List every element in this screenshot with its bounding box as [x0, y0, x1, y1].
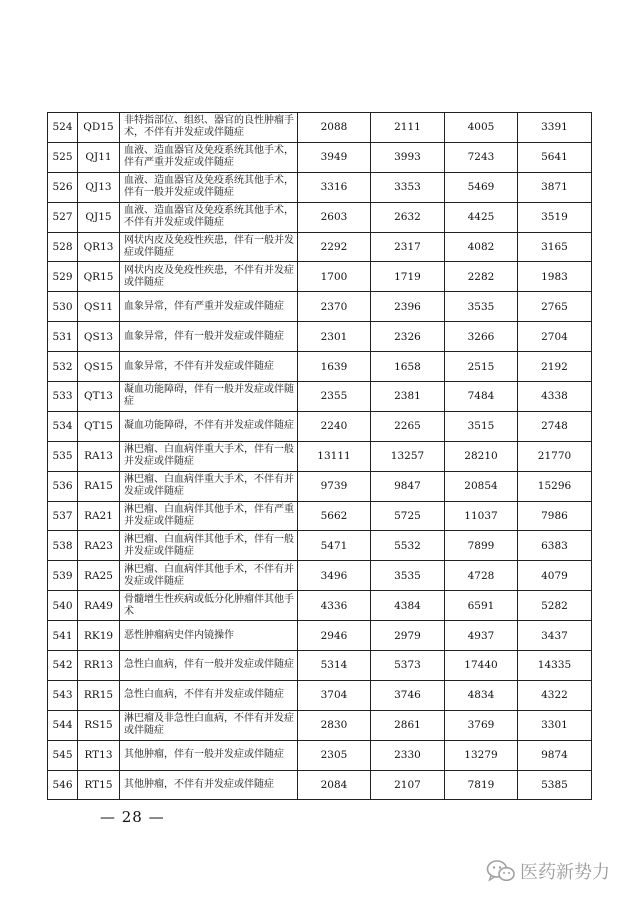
value-3-cell: 13279	[445, 740, 518, 770]
value-4-cell: 21770	[518, 441, 592, 471]
value-3-cell: 20854	[445, 471, 518, 501]
drg-name-cell: 淋巴瘤、白血病伴其他手术，不伴有并发症或伴随症	[120, 561, 298, 591]
value-4-cell: 2748	[518, 411, 592, 441]
drg-code-cell: RA15	[78, 471, 120, 501]
drg-code-cell: RA25	[78, 561, 120, 591]
value-1-cell: 5314	[298, 651, 371, 681]
value-3-cell: 7899	[445, 531, 518, 561]
drg-name-cell: 网状内皮及免疫性疾患，伴有一般并发症或伴随症	[120, 232, 298, 262]
drg-code-cell: QS13	[78, 322, 120, 352]
drg-name-cell: 其他肿瘤，伴有一般并发症或伴随症	[120, 740, 298, 770]
row-number-cell: 542	[48, 651, 78, 681]
table-row	[48, 441, 592, 471]
value-2-cell: 3535	[371, 561, 445, 591]
value-2-cell: 5532	[371, 531, 445, 561]
value-1-cell: 2084	[298, 770, 371, 800]
value-3-cell: 6591	[445, 591, 518, 621]
row-number-cell: 545	[48, 740, 78, 770]
value-3-cell: 4937	[445, 621, 518, 651]
value-4-cell: 4338	[518, 382, 592, 412]
value-4-cell: 6383	[518, 531, 592, 561]
row-number-cell: 533	[48, 382, 78, 412]
value-1-cell: 9739	[298, 471, 371, 501]
table-row	[48, 352, 592, 382]
drg-name-cell: 淋巴瘤、白血病伴重大手术，不伴有并发症或伴随症	[120, 471, 298, 501]
value-2-cell: 2265	[371, 411, 445, 441]
drg-name-cell: 血液、造血器官及免疫系统其他手术，不伴有并发症或伴随症	[120, 202, 298, 232]
value-1-cell: 2946	[298, 621, 371, 651]
value-3-cell: 3266	[445, 322, 518, 352]
row-number-cell: 540	[48, 591, 78, 621]
value-4-cell: 5385	[518, 770, 592, 800]
table-row	[48, 651, 592, 681]
value-4-cell: 7986	[518, 501, 592, 531]
table-row	[48, 382, 592, 412]
table-row	[48, 740, 592, 770]
value-4-cell: 4079	[518, 561, 592, 591]
drg-code-cell: RT13	[78, 740, 120, 770]
row-number-cell: 536	[48, 471, 78, 501]
value-1-cell: 3949	[298, 142, 371, 172]
value-2-cell: 2979	[371, 621, 445, 651]
drg-code-cell: RA21	[78, 501, 120, 531]
value-3-cell: 4728	[445, 561, 518, 591]
value-3-cell: 4834	[445, 680, 518, 710]
value-1-cell: 2830	[298, 710, 371, 740]
row-number-cell: 535	[48, 441, 78, 471]
value-2-cell: 4384	[371, 591, 445, 621]
row-number-cell: 531	[48, 322, 78, 352]
drg-name-cell: 血象异常，不伴有并发症或伴随症	[120, 352, 298, 382]
row-number-cell: 526	[48, 172, 78, 202]
drg-code-cell: QJ15	[78, 202, 120, 232]
watermark	[486, 858, 610, 884]
row-number-cell: 538	[48, 531, 78, 561]
value-1-cell: 2305	[298, 740, 371, 770]
table-row	[48, 621, 592, 651]
value-3-cell: 3515	[445, 411, 518, 441]
value-1-cell: 2603	[298, 202, 371, 232]
drg-code-cell: RR13	[78, 651, 120, 681]
value-2-cell: 9847	[371, 471, 445, 501]
value-2-cell: 2861	[371, 710, 445, 740]
row-number-cell: 527	[48, 202, 78, 232]
value-4-cell: 14335	[518, 651, 592, 681]
row-number-cell: 534	[48, 411, 78, 441]
value-1-cell: 2240	[298, 411, 371, 441]
wechat-icon	[486, 859, 516, 883]
table-row	[48, 411, 592, 441]
value-1-cell: 1700	[298, 262, 371, 292]
table-row	[48, 561, 592, 591]
value-2-cell: 2381	[371, 382, 445, 412]
drg-code-cell: RA49	[78, 591, 120, 621]
value-3-cell: 11037	[445, 501, 518, 531]
value-1-cell: 3316	[298, 172, 371, 202]
value-3-cell: 4425	[445, 202, 518, 232]
table-row	[48, 202, 592, 232]
row-number-cell: 543	[48, 680, 78, 710]
value-4-cell: 2192	[518, 352, 592, 382]
value-4-cell: 4322	[518, 680, 592, 710]
value-1-cell: 4336	[298, 591, 371, 621]
value-4-cell: 3437	[518, 621, 592, 651]
drg-name-cell: 淋巴瘤、白血病伴其他手术，伴有一般并发症或伴随症	[120, 531, 298, 561]
value-4-cell: 3519	[518, 202, 592, 232]
drg-code-cell: RT15	[78, 770, 120, 800]
value-3-cell: 2515	[445, 352, 518, 382]
row-number-cell: 546	[48, 770, 78, 800]
value-4-cell: 15296	[518, 471, 592, 501]
value-2-cell: 13257	[371, 441, 445, 471]
value-4-cell: 1983	[518, 262, 592, 292]
drg-price-table	[47, 112, 592, 800]
value-2-cell: 1658	[371, 352, 445, 382]
drg-name-cell: 凝血功能障碍，伴有一般并发症或伴随症	[120, 382, 298, 412]
row-number-cell: 529	[48, 262, 78, 292]
table-row	[48, 113, 592, 143]
table-row	[48, 232, 592, 262]
value-4-cell: 3871	[518, 172, 592, 202]
value-4-cell: 3301	[518, 710, 592, 740]
row-number-cell: 524	[48, 113, 78, 143]
value-2-cell: 3993	[371, 142, 445, 172]
value-1-cell: 3496	[298, 561, 371, 591]
row-number-cell: 541	[48, 621, 78, 651]
table-row	[48, 471, 592, 501]
value-1-cell: 5471	[298, 531, 371, 561]
value-1-cell: 2088	[298, 113, 371, 143]
value-2-cell: 5373	[371, 651, 445, 681]
drg-name-cell: 淋巴瘤及非急性白血病，不伴有并发症或伴随症	[120, 710, 298, 740]
row-number-cell: 544	[48, 710, 78, 740]
drg-name-cell: 急性白血病，伴有一般并发症或伴随症	[120, 651, 298, 681]
value-1-cell: 2355	[298, 382, 371, 412]
row-number-cell: 525	[48, 142, 78, 172]
drg-code-cell: RR15	[78, 680, 120, 710]
value-2-cell: 3353	[371, 172, 445, 202]
value-3-cell: 4082	[445, 232, 518, 262]
row-number-cell: 539	[48, 561, 78, 591]
value-2-cell: 3746	[371, 680, 445, 710]
drg-code-cell: RS15	[78, 710, 120, 740]
drg-name-cell: 凝血功能障碍，不伴有并发症或伴随症	[120, 411, 298, 441]
table-row	[48, 531, 592, 561]
watermark-text: 医药新势力	[520, 862, 610, 883]
value-2-cell: 2111	[371, 113, 445, 143]
drg-code-cell: QT15	[78, 411, 120, 441]
drg-name-cell: 血象异常，伴有一般并发症或伴随症	[120, 322, 298, 352]
page-number: — 28 —	[100, 808, 165, 826]
value-4-cell: 3165	[518, 232, 592, 262]
value-1-cell: 5662	[298, 501, 371, 531]
drg-code-cell: QR13	[78, 232, 120, 262]
value-2-cell: 2326	[371, 322, 445, 352]
value-4-cell: 3391	[518, 113, 592, 143]
value-2-cell: 2330	[371, 740, 445, 770]
drg-name-cell: 网状内皮及免疫性疾患，不伴有并发症或伴随症	[120, 262, 298, 292]
drg-name-cell: 急性白血病，不伴有并发症或伴随症	[120, 680, 298, 710]
drg-code-cell: QS11	[78, 292, 120, 322]
value-3-cell: 5469	[445, 172, 518, 202]
table-row	[48, 142, 592, 172]
drg-code-cell: RK19	[78, 621, 120, 651]
value-3-cell: 28210	[445, 441, 518, 471]
value-2-cell: 2396	[371, 292, 445, 322]
table-row	[48, 710, 592, 740]
table-body	[48, 113, 592, 800]
drg-name-cell: 恶性肿瘤病史伴内镜操作	[120, 621, 298, 651]
drg-code-cell: QR15	[78, 262, 120, 292]
value-1-cell: 2301	[298, 322, 371, 352]
drg-code-cell: QJ11	[78, 142, 120, 172]
value-3-cell: 3769	[445, 710, 518, 740]
value-3-cell: 7484	[445, 382, 518, 412]
drg-name-cell: 淋巴瘤、白血病伴重大手术，伴有一般并发症或伴随症	[120, 441, 298, 471]
value-2-cell: 2107	[371, 770, 445, 800]
value-3-cell: 4005	[445, 113, 518, 143]
value-4-cell: 9874	[518, 740, 592, 770]
value-3-cell: 2282	[445, 262, 518, 292]
value-3-cell: 7819	[445, 770, 518, 800]
value-2-cell: 5725	[371, 501, 445, 531]
drg-name-cell: 血象异常，伴有严重并发症或伴随症	[120, 292, 298, 322]
value-1-cell: 2292	[298, 232, 371, 262]
row-number-cell: 530	[48, 292, 78, 322]
value-2-cell: 2632	[371, 202, 445, 232]
value-4-cell: 2704	[518, 322, 592, 352]
value-4-cell: 5282	[518, 591, 592, 621]
table-row	[48, 322, 592, 352]
drg-code-cell: QT13	[78, 382, 120, 412]
value-1-cell: 3704	[298, 680, 371, 710]
table-row	[48, 501, 592, 531]
value-3-cell: 3535	[445, 292, 518, 322]
drg-code-cell: QS15	[78, 352, 120, 382]
drg-name-cell: 血液、造血器官及免疫系统其他手术，伴有严重并发症或伴随症	[120, 142, 298, 172]
drg-name-cell: 淋巴瘤、白血病伴其他手术，伴有严重并发症或伴随症	[120, 501, 298, 531]
table-row	[48, 292, 592, 322]
drg-name-cell: 非特指部位、组织、器官的良性肿瘤手术，不伴有并发症或伴随症	[120, 113, 298, 143]
drg-code-cell: QD15	[78, 113, 120, 143]
value-2-cell: 2317	[371, 232, 445, 262]
row-number-cell: 537	[48, 501, 78, 531]
value-1-cell: 1639	[298, 352, 371, 382]
value-3-cell: 17440	[445, 651, 518, 681]
table-row	[48, 172, 592, 202]
drg-name-cell: 血液、造血器官及免疫系统其他手术，伴有一般并发症或伴随症	[120, 172, 298, 202]
value-1-cell: 13111	[298, 441, 371, 471]
value-4-cell: 5641	[518, 142, 592, 172]
drg-name-cell: 其他肿瘤，不伴有并发症或伴随症	[120, 770, 298, 800]
value-2-cell: 1719	[371, 262, 445, 292]
table-row	[48, 680, 592, 710]
drg-code-cell: RA13	[78, 441, 120, 471]
value-3-cell: 7243	[445, 142, 518, 172]
drg-code-cell: QJ13	[78, 172, 120, 202]
value-1-cell: 2370	[298, 292, 371, 322]
value-4-cell: 2765	[518, 292, 592, 322]
table-row	[48, 770, 592, 800]
table-row	[48, 262, 592, 292]
row-number-cell: 528	[48, 232, 78, 262]
drg-name-cell: 骨髓增生性疾病或低分化肿瘤伴其他手术	[120, 591, 298, 621]
row-number-cell: 532	[48, 352, 78, 382]
table-row	[48, 591, 592, 621]
drg-code-cell: RA23	[78, 531, 120, 561]
